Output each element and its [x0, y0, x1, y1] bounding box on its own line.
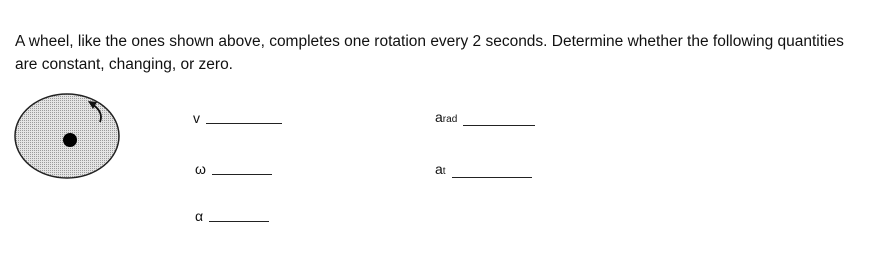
velocity-blank: [193, 111, 282, 125]
angular-velocity-answer-line[interactable]: [212, 173, 272, 175]
wheel-point: [63, 133, 77, 147]
tangential-acceleration-label: at: [435, 161, 446, 177]
angular-velocity-label: ω: [195, 161, 206, 177]
radial-acceleration-blank: [435, 110, 535, 127]
angular-acceleration-answer-line[interactable]: [209, 220, 269, 222]
angular-velocity-blank: [195, 162, 272, 176]
tangential-acceleration-blank: [435, 162, 532, 179]
velocity-label: v: [193, 110, 200, 126]
tangential-acceleration-answer-line[interactable]: [452, 176, 532, 178]
angular-acceleration-blank: [195, 209, 269, 223]
velocity-answer-line[interactable]: [206, 122, 282, 124]
radial-acceleration-answer-line[interactable]: [463, 124, 535, 126]
question-text: A wheel, like the ones shown above, completes one rotation every 2 seconds. Determine whether the following quantities are constant, changing, or zero.: [15, 33, 844, 73]
wheel-diagram: [12, 92, 124, 182]
angular-acceleration-label: α: [195, 208, 204, 224]
radial-acceleration-label: arad: [435, 109, 458, 125]
